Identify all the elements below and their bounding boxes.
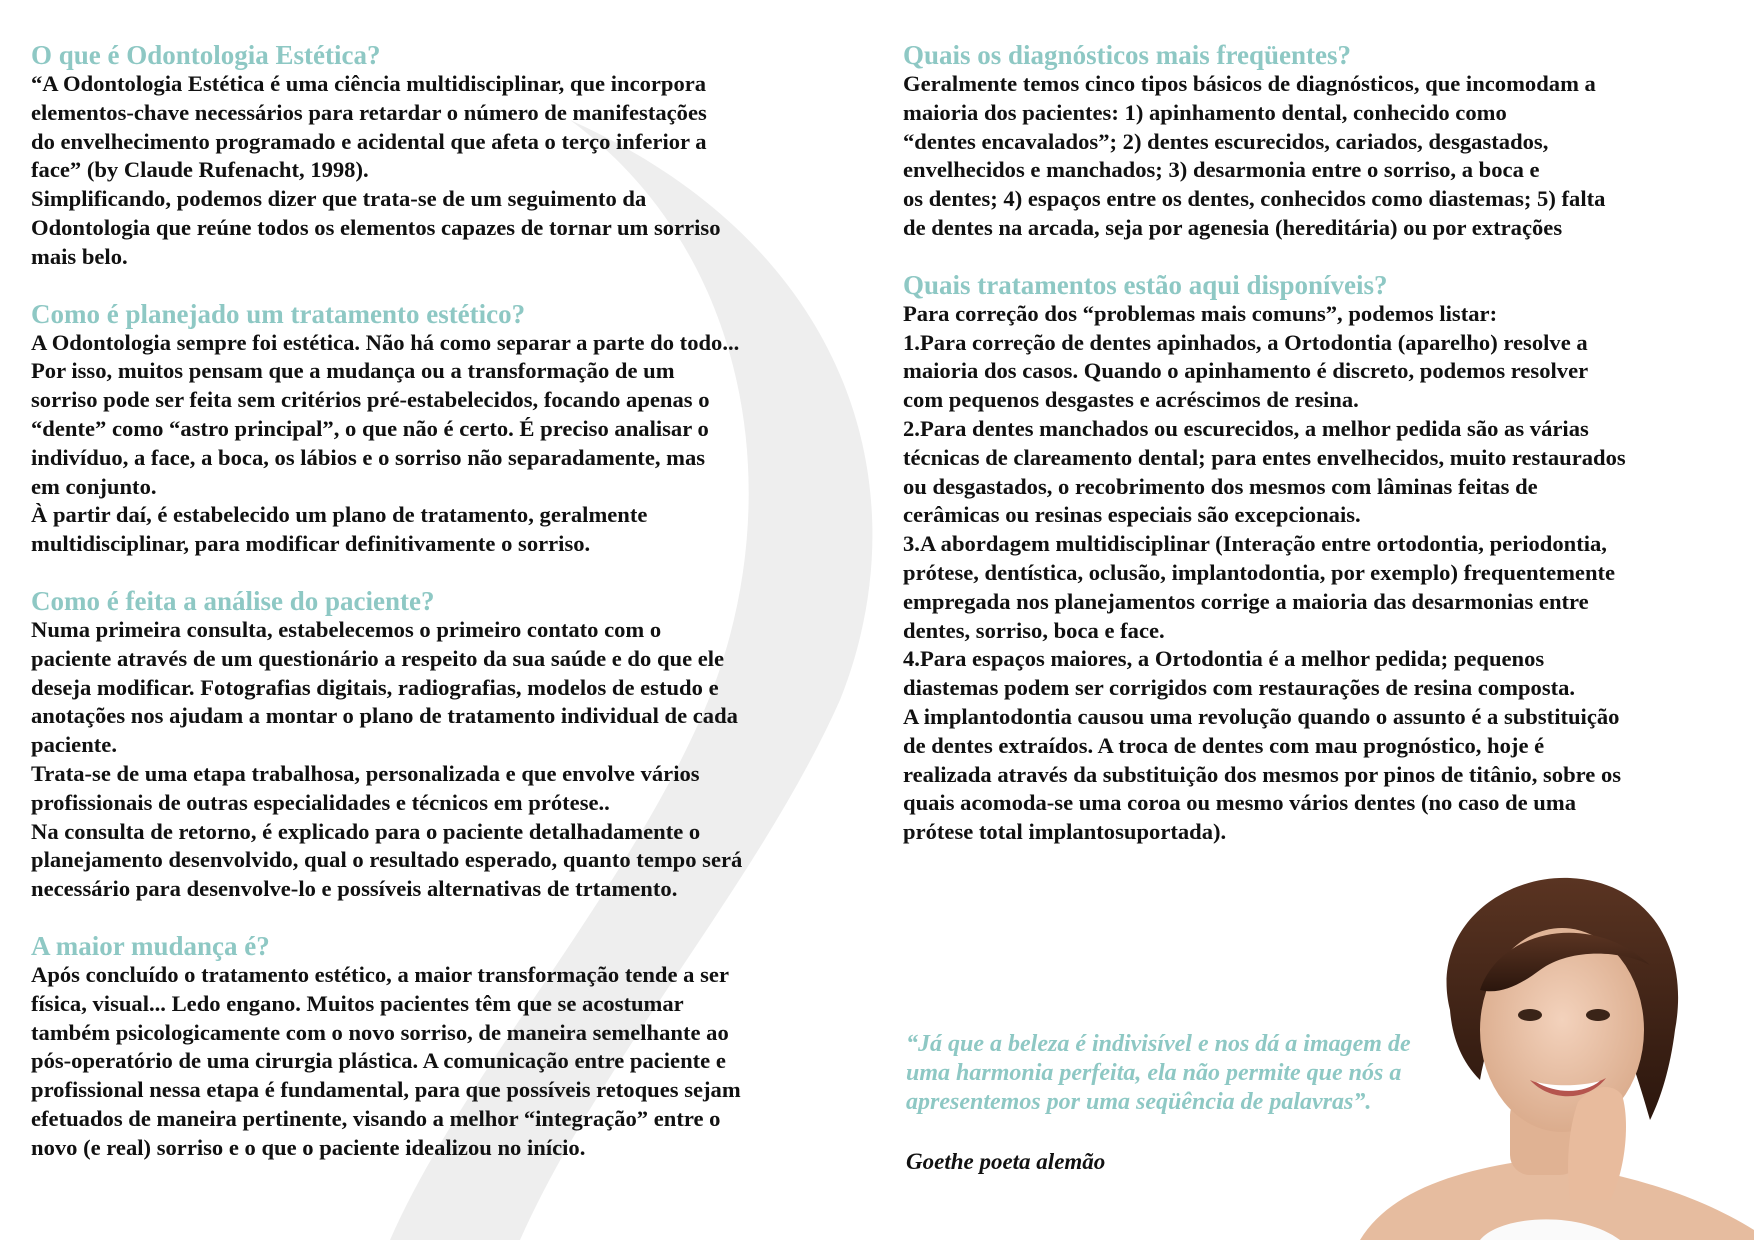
goethe-quote: “Já que a beleza é indivisível e nos dá a imagem de uma harmonia perfeita, ela não permite que nós a apresentemos por uma seqüência de palavras”.: [906, 1031, 1411, 1115]
section-body: Após concluído o tratamento estético, a maior transformação tende a ser física, visual... Ledo engano. Muitos pacientes têm que se acostumar também psicologicamente com o novo sorriso, de maneira semelhante ao pós-operatório de uma cirurgia plástica. A comunicação entre paciente e profissional nessa etapa é fundamental, para que possíveis retoques sejam efetuados de maneira pertinente, visando a melhor “integração” entre o novo (e real) sorriso e o que o paciente idealizou no início.: [31, 961, 741, 1160]
section-body: Numa primeira consulta, estabelecemos o primeiro contato com o paciente através de um questionário a respeito da sua saúde e do que ele deseja modificar. Fotografias digitais, radiografias, modelos de estudo e anotações nos ajudam a montar o plano de tratamento individual de cada paciente. Trata-se de uma etapa trabalhosa, personalizada e que envolve vários profissionais de outras especialidades e técnicos em prótese.. Na consulta de retorno, é explicado para o paciente detalhadamente o planejamento desenvolvido, qual o resultado esperado, quanto tempo será necessário para desenvolve-lo e possíveis alternativas de trtamento.: [31, 616, 743, 902]
section-heading: A maior mudança é?: [31, 930, 270, 961]
section-frequent-diagnoses: [903, 40, 1748, 243]
section-treatment-planning: [31, 299, 866, 559]
section-heading: Quais tratamentos estão aqui disponíveis?: [903, 269, 1388, 300]
section-heading: Como é feita a análise do paciente?: [31, 585, 435, 616]
right-column: [903, 40, 1748, 874]
section-available-treatments: [903, 270, 1748, 847]
section-what-is-aesthetic-dentistry: [31, 40, 866, 272]
left-eye: [1518, 1009, 1542, 1021]
section-body: A Odontologia sempre foi estética. Não há como separar a parte do todo... Por isso, muitos pensam que a mudança ou a transformação de um sorriso pode ser feita sem critérios pré-estabelecidos, focando apenas o “dente” como “astro principal”, o que não é certo. É preciso analisar o indivíduo, a face, a boca, os lábios e o sorriso não separadamente, mas em conjunto. À partir daí, é estabelecido um plano de tratamento, geralmente multidisciplinar, para modificar definitivamente o sorriso.: [31, 329, 740, 557]
right-eye: [1586, 1009, 1610, 1021]
section-heading: O que é Odontologia Estética?: [31, 40, 381, 70]
left-column: [31, 40, 866, 1190]
section-body: Geralmente temos cinco tipos básicos de diagnósticos, que incomodam a maioria dos pacientes: 1) apinhamento dental, conhecido como “dentes encavalados”; 2) dentes escurecidos, cariados, desgastados, envelhecidos e manchados; 3) desarmonia entre o sorriso, a boca e os dentes; 4) espaços entre os dentes, conhecidos como diastemas; 5) falta de dentes na arcada, seja por agenesia (hereditária) ou por extrações: [903, 71, 1606, 240]
section-heading: Quais os diagnósticos mais freqüentes?: [903, 40, 1352, 70]
smiling-woman-photo: [1330, 870, 1754, 1240]
section-heading: Como é planejado um tratamento estético?: [31, 298, 526, 329]
section-patient-analysis: [31, 586, 866, 904]
section-body: “A Odontologia Estética é uma ciência multidisciplinar, que incorpora elementos-chave necessários para retardar o número de manifestações do envelhecimento programado e acidental que afeta o terço inferior a face” (by Claude Rufenacht, 1998). Simplificando, podemos dizer que trata-se de um seguimento da Odontologia que reúne todos os elementos capazes de tornar um sorriso mais belo.: [31, 71, 721, 269]
section-body: Para correção dos “problemas mais comuns”, podemos listar: 1.Para correção de dentes apinhados, a Ortodontia (aparelho) resolve a maioria dos casos. Quando o apinhamento é discreto, podemos resolver com pequenos desgastes e acréscimos de resina. 2.Para dentes manchados ou escurecidos, a melhor pedida são as várias técnicas de clareamento dental; para entes envelhecidos, muito restaurados ou desgastados, o recobrimento dos mesmos com lâminas feitas de cerâmicas ou resinas especiais são excepcionais. 3.A abordagem multidisciplinar (Interação entre ortodontia, periodontia, prótese, dentística, oclusão, implantodontia, por exemplo) frequentemente empregada nos planejamentos corrige a maioria das desarmonias entre dentes, sorriso, boca e face. 4.Para espaços maiores, a Ortodontia é a melhor pedida; pequenos diastemas podem ser corrigidos com restaurações de resina composta. A implantodontia causou uma revolução quando o assunto é a substituição de dentes extraídos. A troca de dentes com mau prognóstico, hoje é realizada através da substituição dos mesmos por pinos de titânio, sobre os quais acomoda-se uma coroa ou mesmo vários dentes (no caso de uma prótese total implantosuportada).: [903, 300, 1626, 845]
quote-author: Goethe poeta alemão: [906, 1149, 1106, 1174]
section-biggest-change: [31, 931, 866, 1163]
